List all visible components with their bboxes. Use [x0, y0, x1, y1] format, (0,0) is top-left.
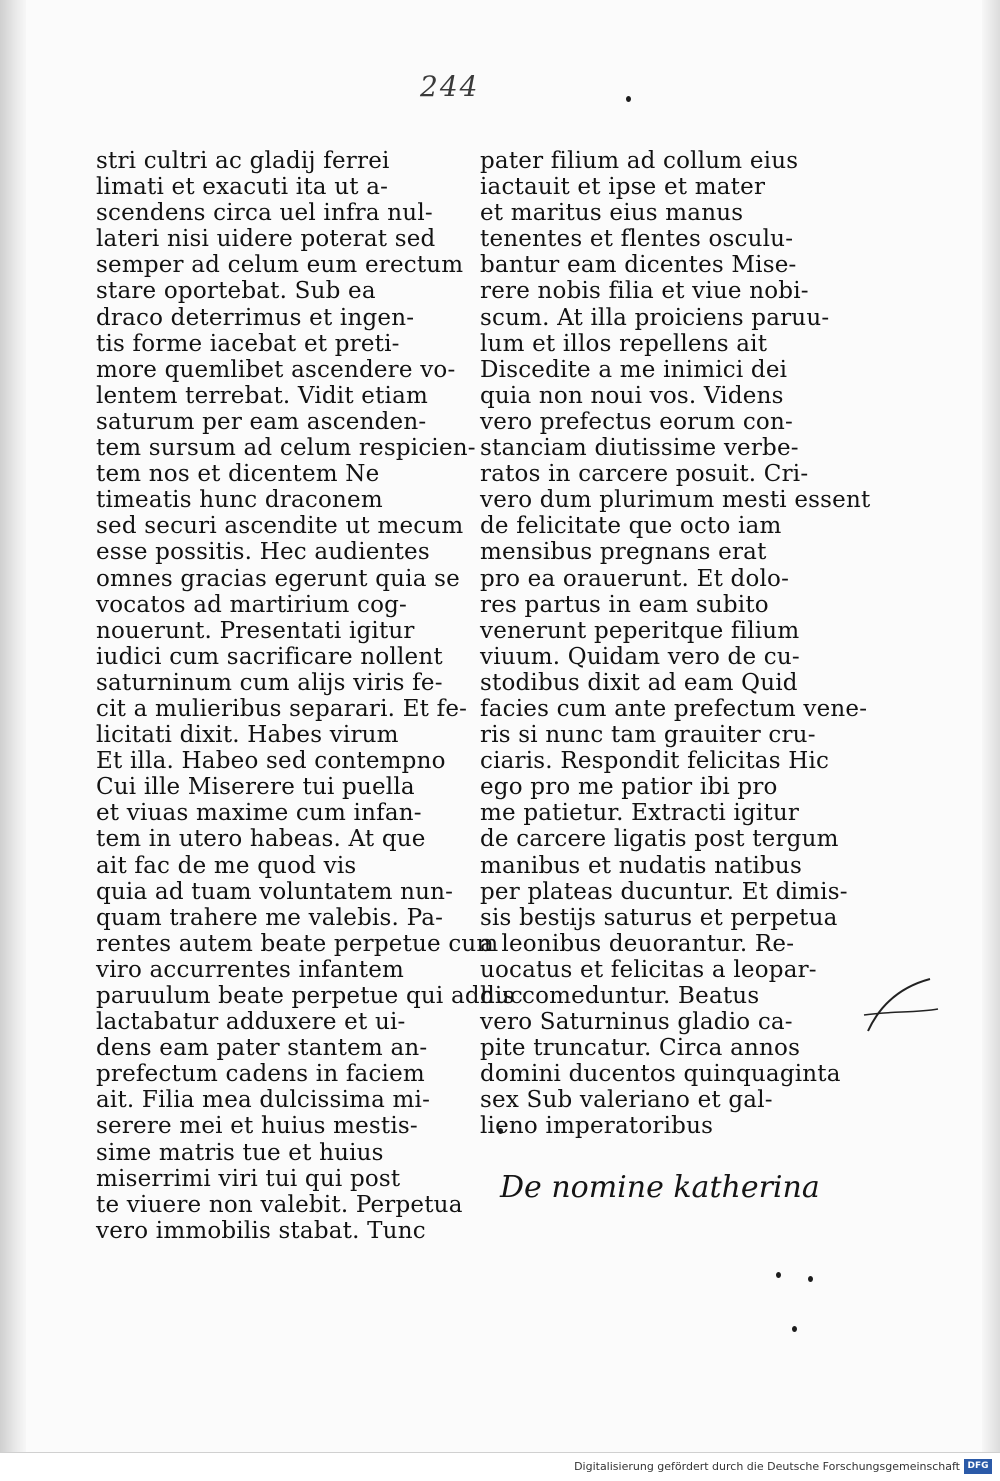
text-line: facies cum ante prefectum vene- — [480, 695, 868, 722]
text-line: rere nobis filia et viue nobi- — [480, 278, 809, 305]
text-line: viuum. Quidam vero de cu- — [480, 643, 800, 670]
text-line: tem nos et dicentem Ne — [96, 461, 380, 488]
text-line: ris si nunc tam grauiter cru- — [480, 722, 816, 749]
ink-dot — [792, 1326, 797, 1332]
text-line: de felicitate que octo iam — [480, 513, 782, 540]
text-line: limati et exacuti ita ut a- — [96, 174, 389, 201]
ink-dot — [626, 96, 631, 102]
text-line: timeatis hunc draconem — [96, 487, 383, 514]
text-line: cit a mulieribus separari. Et fe- — [96, 695, 468, 722]
text-line: prefectum cadens in faciem — [96, 1061, 425, 1088]
folio-number: 244 — [420, 70, 480, 103]
text-line: lateri nisi uidere poterat sed — [96, 226, 436, 253]
text-line: iactauit et ipse et mater — [480, 174, 766, 201]
text-line: viro accurrentes infantem — [96, 956, 405, 983]
text-line: uocatus et felicitas a leopar- — [480, 956, 817, 983]
text-line: vocatos ad martirium cog- — [96, 591, 408, 618]
ink-dot — [808, 1276, 813, 1282]
ink-dot — [776, 1272, 781, 1278]
text-line: stri cultri ac gladij ferrei — [96, 148, 390, 174]
text-line: vero Saturninus gladio ca- — [480, 1009, 793, 1036]
text-line: Et illa. Habeo sed contempno — [96, 748, 446, 775]
text-line: manibus et nudatis natibus — [480, 852, 802, 879]
text-line: vero immobilis stabat. Tunc — [96, 1217, 426, 1244]
text-line: me patietur. Extracti igitur — [480, 800, 800, 827]
text-line: saturninum cum alijs viris fe- — [96, 669, 443, 696]
text-line: scendens circa uel infra nul- — [96, 200, 433, 227]
text-line: miserrimi viri tui qui post — [96, 1165, 401, 1192]
text-line: pite truncatur. Circa annos — [480, 1035, 801, 1062]
text-column-right — [480, 148, 871, 1140]
text-line: saturum per eam ascenden- — [96, 408, 427, 435]
text-line: te viuere non valebit. Perpetua — [96, 1191, 463, 1218]
text-line: nouerunt. Presentati igitur — [96, 617, 415, 644]
text-line: licitati dixit. Habes virum — [96, 722, 399, 749]
text-line: lieno imperatoribus — [480, 1113, 714, 1140]
text-line: paruulum beate perpetue qui adhuc — [96, 983, 523, 1009]
text-line: venerunt peperitque filium — [480, 617, 800, 644]
text-column-left — [96, 148, 523, 1244]
text-line: quia ad tuam voluntatem nun- — [96, 878, 454, 905]
text-line: esse possitis. Hec audientes — [96, 539, 430, 566]
text-line: quam trahere me valebis. Pa- — [96, 904, 444, 931]
text-line: a leonibus deuorantur. Re- — [480, 930, 795, 957]
footer-credit: Digitalisierung gefördert durch die Deutsche Forschungsgemeinschaft — [574, 1460, 960, 1473]
text-line: stare oportebat. Sub ea — [96, 278, 376, 305]
text-line: domini ducentos quinquaginta — [480, 1061, 841, 1088]
text-line: stanciam diutissime verbe- — [480, 435, 799, 462]
text-line: dis comeduntur. Beatus — [480, 983, 760, 1009]
text-line: Cui ille Miserere tui puella — [96, 774, 415, 801]
text-line: sis bestijs saturus et perpetua — [480, 904, 838, 931]
margin-flourish-icon — [860, 975, 940, 1035]
text-line: rentes autem beate perpetue cum — [96, 930, 499, 957]
text-line: tenentes et flentes osculu- — [480, 226, 794, 253]
text-line: ego pro me patior ibi pro — [480, 774, 778, 801]
text-line: dens eam pater stantem an- — [96, 1035, 428, 1062]
text-line: sime matris tue et huius — [96, 1139, 384, 1166]
text-line: pro ea orauerunt. Et dolo- — [480, 565, 790, 592]
text-line: lentem terrebat. Vidit etiam — [96, 382, 429, 409]
page-right-edge — [982, 0, 1000, 1452]
text-line: ait fac de me quod vis — [96, 852, 357, 879]
text-line: more quemlibet ascendere vo- — [96, 356, 456, 383]
page-left-edge — [0, 0, 26, 1452]
text-line: res partus in eam subito — [480, 591, 769, 618]
text-line: et maritus eius manus — [480, 200, 744, 227]
text-line: ait. Filia mea dulcissima mi- — [96, 1087, 431, 1114]
text-line: tem sursum ad celum respicien- — [96, 435, 476, 462]
text-line: stodibus dixit ad eam Quid — [480, 669, 798, 696]
text-line: serere mei et huius mestis- — [96, 1113, 418, 1140]
dfg-logo: DFG — [964, 1459, 992, 1474]
text-line: sed securi ascendite ut mecum — [96, 513, 464, 540]
text-line: de carcere ligatis post tergum — [480, 826, 839, 853]
text-line: ciaris. Respondit felicitas Hic — [480, 748, 830, 775]
text-line: Discedite a me inimici dei — [480, 356, 788, 383]
text-line: mensibus pregnans erat — [480, 539, 767, 566]
text-line: pater filium ad collum eius — [480, 148, 799, 174]
text-line: quia non noui vos. Videns — [480, 382, 784, 409]
text-line: vero prefectus eorum con- — [480, 408, 793, 435]
text-line: per plateas ducuntur. Et dimis- — [480, 878, 848, 905]
text-line: lum et illos repellens ait — [480, 330, 768, 357]
text-line: lactabatur adduxere et ui- — [96, 1009, 406, 1036]
text-line: ratos in carcere posuit. Cri- — [480, 461, 809, 488]
text-line: iudici cum sacrificare nollent — [96, 643, 443, 670]
text-line: omnes gracias egerunt quia se — [96, 565, 460, 592]
text-line: bantur eam dicentes Mise- — [480, 252, 797, 279]
text-line: sex Sub valeriano et gal- — [480, 1087, 773, 1114]
text-line: semper ad celum eum erectum — [96, 252, 464, 279]
text-line: et viuas maxime cum infan- — [96, 800, 422, 827]
text-line: vero dum plurimum mesti essent — [480, 487, 871, 514]
footer-bar — [0, 1452, 1000, 1481]
text-line: tem in utero habeas. At que — [96, 826, 426, 853]
text-line: scum. At illa proiciens paruu- — [480, 304, 830, 331]
text-line: draco deterrimus et ingen- — [96, 304, 415, 331]
section-heading: De nomine katherina — [500, 1170, 820, 1205]
text-line: tis forme iacebat et preti- — [96, 330, 400, 357]
